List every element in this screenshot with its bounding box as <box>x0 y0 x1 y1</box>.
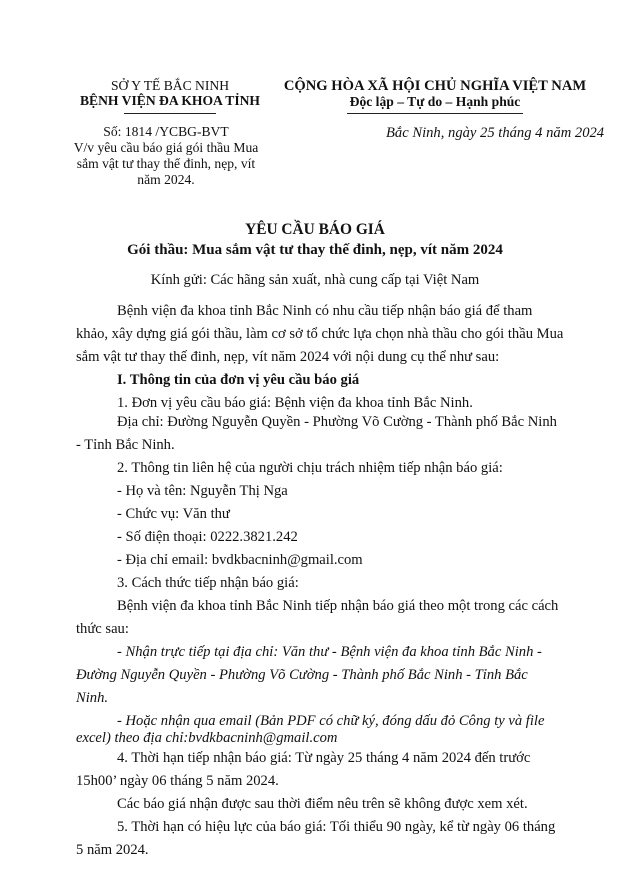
subject-line-3: năm 2024. <box>137 172 195 187</box>
ministry-name: SỞ Y TẾ BẮC NINH <box>110 78 230 93</box>
item-1: 1. Đơn vị yêu cầu báo giá: Bệnh viện đa khoa tỉnh Bắc Ninh. <box>117 395 473 411</box>
item-5-line-1: 5. Thời hạn có hiệu lực của báo giá: Tối thiểu 90 ngày, kể từ ngày 06 tháng <box>117 819 556 835</box>
email-line-2: excel) theo địa chỉ:bvdkbacninh@gmail.com <box>76 730 338 746</box>
document-title: YÊU CẦU BÁO GIÁ <box>245 221 385 238</box>
receive-line-2: thức sau: <box>76 621 129 637</box>
document-number: Số: 1814 /YCBG-BVT <box>103 124 229 139</box>
contact-email: - Địa chỉ email: bvdkbacninh@gmail.com <box>117 552 363 568</box>
direct-line-1: - Nhận trực tiếp tại địa chỉ: Văn thư - Bệnh viện đa khoa tỉnh Bắc Ninh - <box>117 644 542 660</box>
item-2: 2. Thông tin liên hệ của người chịu trách nhiệm tiếp nhận báo giá: <box>117 460 503 476</box>
receive-line-1: Bệnh viện đa khoa tỉnh Bắc Ninh tiếp nhận báo giá theo một trong các cách <box>117 598 559 614</box>
item-4-line-1: 4. Thời hạn tiếp nhận báo giá: Từ ngày 25 tháng 4 năm 2024 đến trước <box>117 750 531 766</box>
address-line-2: - Tỉnh Bắc Ninh. <box>76 437 175 453</box>
contact-name: - Họ và tên: Nguyễn Thị Nga <box>117 483 288 499</box>
country-name: CỘNG HÒA XÃ HỘI CHỦ NGHĨA VIỆT NAM <box>283 78 587 94</box>
header-right-underline <box>347 113 523 114</box>
email-line-1: - Hoặc nhận qua email (Bản PDF có chữ ký, đóng dấu đỏ Công ty và file <box>117 713 545 729</box>
intro-line-1: Bệnh viện đa khoa tỉnh Bắc Ninh có nhu cầu tiếp nhận báo giá để tham <box>117 303 533 319</box>
subject-line-1: V/v yêu cầu báo giá gói thầu Mua <box>73 140 259 155</box>
contact-position: - Chức vụ: Văn thư <box>117 506 230 522</box>
address-line-1: Địa chỉ: Đường Nguyễn Quyền - Phường Võ Cường - Thành phố Bắc Ninh <box>117 414 557 430</box>
item-3: 3. Cách thức tiếp nhận báo giá: <box>117 575 299 591</box>
package-title: Gói thầu: Mua sắm vật tư thay thế đinh, nẹp, vít năm 2024 <box>127 242 503 258</box>
late-note: Các báo giá nhận được sau thời điểm nêu trên sẽ không được xem xét. <box>117 796 528 812</box>
item-4-line-2: 15h00’ ngày 06 tháng 5 năm 2024. <box>76 773 279 789</box>
direct-line-2: Đường Nguyễn Quyền - Phường Võ Cường - Thành phố Bắc Ninh - Tỉnh Bắc <box>76 667 528 683</box>
intro-line-2: khảo, xây dựng giá gói thầu, làm cơ sở tổ chức lựa chọn nhà thầu cho gói thầu Mua <box>76 326 564 342</box>
direct-line-3: Ninh. <box>76 690 109 706</box>
header-left-underline <box>124 113 216 114</box>
greeting: Kính gửi: Các hãng sản xuất, nhà cung cấp tại Việt Nam <box>150 272 480 288</box>
subject-line-2: sắm vật tư thay thế đinh, nẹp, vít <box>76 156 256 171</box>
item-5-line-2: 5 năm 2024. <box>76 842 149 858</box>
motto: Độc lập – Tự do – Hạnh phúc <box>349 94 521 109</box>
intro-line-3: sắm vật tư thay thế đinh, nẹp, vít năm 2024 với nội dung cụ thể như sau: <box>76 349 500 365</box>
contact-phone: - Số điện thoại: 0222.3821.242 <box>117 529 298 545</box>
place-date: Bắc Ninh, ngày 25 tháng 4 năm 2024 <box>386 125 605 141</box>
hospital-name: BỆNH VIỆN ĐA KHOA TỈNH <box>79 93 261 108</box>
section-1-heading: I. Thông tin của đơn vị yêu cầu báo giá <box>117 372 360 388</box>
